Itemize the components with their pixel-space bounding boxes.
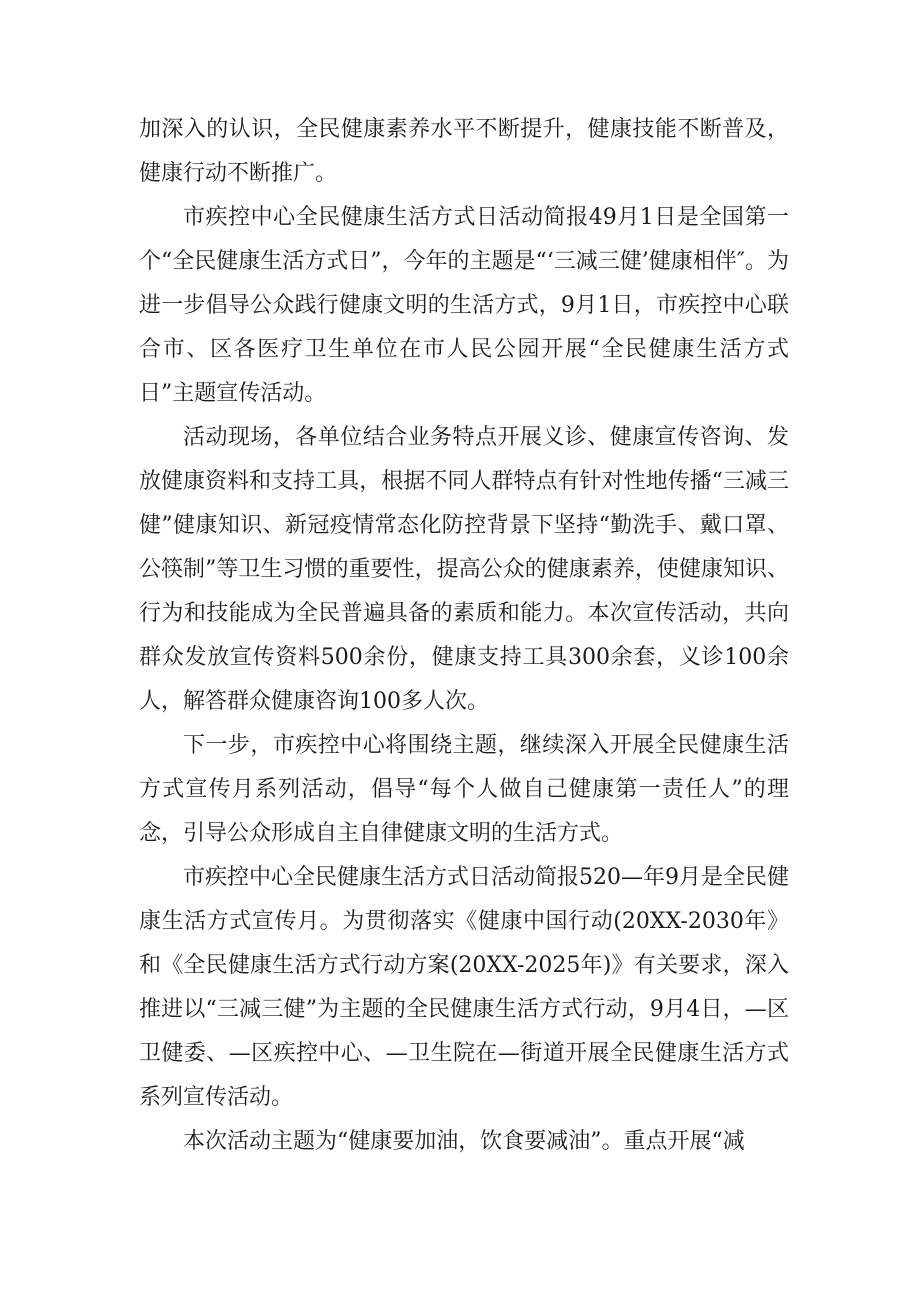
paragraph-activity-theme: 本次活动主题为“健康要加油，饮食要减油”。重点开展“减 — [183, 1129, 745, 1154]
document-body — [139, 108, 789, 1164]
paragraph-briefing-4: 市疾控中心全民健康生活方式日活动简报49月1日是全国第一个“全民健康生活方式日”，今年的主题是“‘三减三健’健康相伴″。为进一步倡导公众践行健康文明的生活方式，9月1日，市疾控中心联合市、区各医疗卫生单位在市人民公园开展“全民健康生活方式日”主题宣传活动。 — [139, 205, 789, 406]
paragraph-next-step: 下一步，市疾控中心将围绕主题，继续深入开展全民健康生活方式宣传月系列活动，倡导“每个人做自己健康第一责任人”的理念，引导公众形成自主自律健康文明的生活方式。 — [139, 733, 789, 846]
paragraph-briefing-5: 市疾控中心全民健康生活方式日活动简报520—年9月是全民健康生活方式宣传月。为贯彻落实《健康中国行动(20XX-2030年》和《全民健康生活方式行动方案(20XX-2025年)》有关要求，深入推进以“三减三健”为主题的全民健康生活方式行动，9月4日，—区卫健委、—区疾控中心、—卫生院在—街道开展全民健康生活方式系列宣传活动。 — [139, 865, 789, 1110]
paragraph-continuation: 加深入的认识，全民健康素养水平不断提升，健康技能不断普及，健康行动不断推广。 — [139, 117, 789, 186]
paragraph-activity-scene: 活动现场，各单位结合业务特点开展义诊、健康宣传咨询、发放健康资料和支持工具，根据不同人群特点有针对性地传播“三减三健”健康知识、新冠疫情常态化防控背景下坚持“勤洗手、戴口罩、公筷制”等卫生习惯的重要性，提高公众的健康素养，使健康知识、行为和技能成为全民普遍具备的素质和能力。本次宣传活动，共向群众发放宣传资料500余份，健康支持工具300余套，义诊100余人，解答群众健康咨询100多人次。 — [139, 425, 789, 714]
